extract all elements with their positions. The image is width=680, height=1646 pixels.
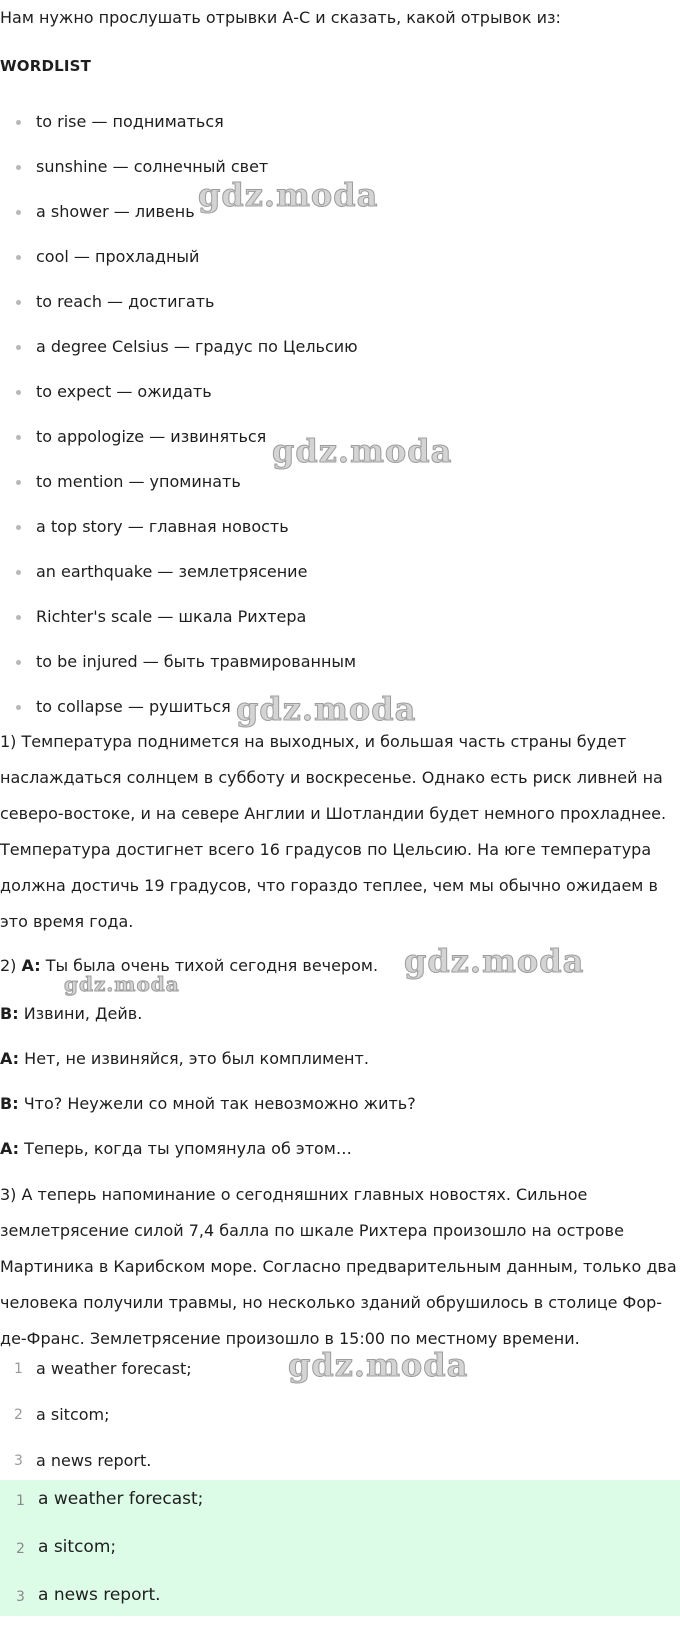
watermark-logo: gdz.moda	[236, 690, 417, 728]
word-entry: to mention — упоминать	[36, 472, 241, 491]
bullet-icon	[16, 660, 21, 665]
list-item	[0, 604, 680, 649]
passage-number: 2)	[0, 956, 17, 975]
passage-3	[0, 1177, 680, 1357]
passage-line: де-Франс. Землетрясение произошло в 15:00 по местному времени.	[0, 1329, 580, 1348]
list-item	[0, 244, 680, 289]
passage-line: должна достичь 19 градусов, что гораздо теплее, чем мы обычно ожидаем в	[0, 876, 658, 895]
speaker-label: A:	[0, 1049, 20, 1068]
word-entry: an earthquake — землетрясение	[36, 562, 308, 581]
bullet-icon	[16, 300, 21, 305]
list-item	[0, 469, 680, 514]
passage-line: это время года.	[0, 912, 134, 931]
bullet-icon	[16, 705, 21, 710]
word-entry: to rise — подниматься	[36, 112, 224, 131]
word-entry: to be injured — быть травмированным	[36, 652, 357, 671]
watermark-logo: gdz.moda	[288, 1346, 469, 1384]
list-item	[0, 289, 680, 334]
option-text: a news report.	[36, 1451, 152, 1470]
watermark-logo: gdz.moda	[198, 176, 379, 214]
dialogue-line	[0, 955, 378, 977]
answer-number: 1	[16, 1493, 25, 1509]
option-number: 1	[14, 1361, 23, 1377]
option-item	[0, 1404, 680, 1450]
watermark-logo: gdz.moda	[272, 432, 453, 470]
word-entry: to expect — ожидать	[36, 382, 212, 401]
answer-text: a sitcom;	[38, 1537, 117, 1557]
speaker-label: A:	[0, 1139, 20, 1158]
passage-line: 1) Температура поднимется на выходных, и большая часть страны будет	[0, 732, 627, 751]
option-text: a sitcom;	[36, 1405, 110, 1424]
word-entry: a top story — главная новость	[36, 517, 289, 536]
passage-line: Мартиника в Карибском море. Согласно предварительным данным, только два	[0, 1257, 677, 1276]
word-entry: cool — прохладный	[36, 247, 200, 266]
dialogue-line	[0, 1048, 369, 1070]
answer-number: 3	[16, 1589, 25, 1605]
bullet-icon	[16, 570, 21, 575]
list-item	[0, 109, 680, 154]
option-text: a weather forecast;	[36, 1359, 192, 1378]
word-entry: a degree Celsius — градус по Цельсию	[36, 337, 358, 356]
bullet-icon	[16, 210, 21, 215]
bullet-icon	[16, 255, 21, 260]
word-entry: a shower — ливень	[36, 202, 195, 221]
passage-line: наслаждаться солнцем в субботу и воскресенье. Однако есть риск ливней на	[0, 768, 663, 787]
intro-text: Нам нужно прослушать отрывки А-С и сказать, какой отрывок из:	[0, 8, 561, 27]
bullet-icon	[16, 435, 21, 440]
dialogue-text: Теперь, когда ты упомянула об этом…	[24, 1139, 352, 1158]
speaker-label: B:	[0, 1004, 19, 1023]
word-entry: Richter's scale — шкала Рихтера	[36, 607, 307, 626]
passage-line: северо-востоке, и на севере Англии и Шотландии будет немного прохладнее.	[0, 804, 667, 823]
dialogue-line	[0, 1093, 416, 1115]
wordlist-heading: WORDLIST	[0, 57, 92, 75]
bullet-icon	[16, 525, 21, 530]
answer-box	[0, 1480, 680, 1616]
watermark-logo: gdz.moda	[404, 942, 585, 980]
answer-item	[0, 1488, 680, 1534]
answer-item	[0, 1536, 680, 1582]
dialogue-line	[0, 1138, 352, 1160]
list-item	[0, 559, 680, 604]
passage-line: человека получили травмы, но несколько зданий обрушилось в столице Фор-	[0, 1293, 663, 1312]
bullet-icon	[16, 615, 21, 620]
answer-item	[0, 1584, 680, 1630]
dialogue-text: Ты была очень тихой сегодня вечером.	[45, 956, 379, 975]
dialogue-line	[0, 1003, 142, 1025]
answer-text: a news report.	[38, 1585, 161, 1605]
option-number: 2	[14, 1407, 23, 1423]
list-item	[0, 514, 680, 559]
option-number: 3	[14, 1453, 23, 1469]
word-entry: sunshine — солнечный свет	[36, 157, 269, 176]
speaker-label: B:	[0, 1094, 19, 1113]
list-item	[0, 649, 680, 694]
word-entry: to collapse — рушиться	[36, 697, 231, 716]
list-item	[0, 379, 680, 424]
passage-1	[0, 724, 680, 940]
word-entry: to appologize — извиняться	[36, 427, 267, 446]
watermark-logo: gdz.moda	[64, 972, 180, 996]
dialogue-text: Что? Неужели со мной так невозможно жить?	[23, 1094, 416, 1113]
speaker-label: A:	[21, 956, 41, 975]
passage-line: Температура достигнет всего 16 градусов по Цельсию. На юге температура	[0, 840, 652, 859]
passage-line: 3) А теперь напоминание о сегодняшних главных новостях. Сильное	[0, 1185, 588, 1204]
bullet-icon	[16, 480, 21, 485]
bullet-icon	[16, 390, 21, 395]
word-entry: to reach — достигать	[36, 292, 215, 311]
bullet-icon	[16, 165, 21, 170]
answer-text: a weather forecast;	[38, 1489, 204, 1509]
passage-line: землетрясение силой 7,4 балла по шкале Рихтера произошло на острове	[0, 1221, 624, 1240]
answer-number: 2	[16, 1541, 25, 1557]
list-item	[0, 334, 680, 379]
dialogue-text: Извини, Дейв.	[23, 1004, 143, 1023]
bullet-icon	[16, 345, 21, 350]
bullet-icon	[16, 120, 21, 125]
dialogue-text: Нет, не извиняйся, это был комплимент.	[24, 1049, 369, 1068]
